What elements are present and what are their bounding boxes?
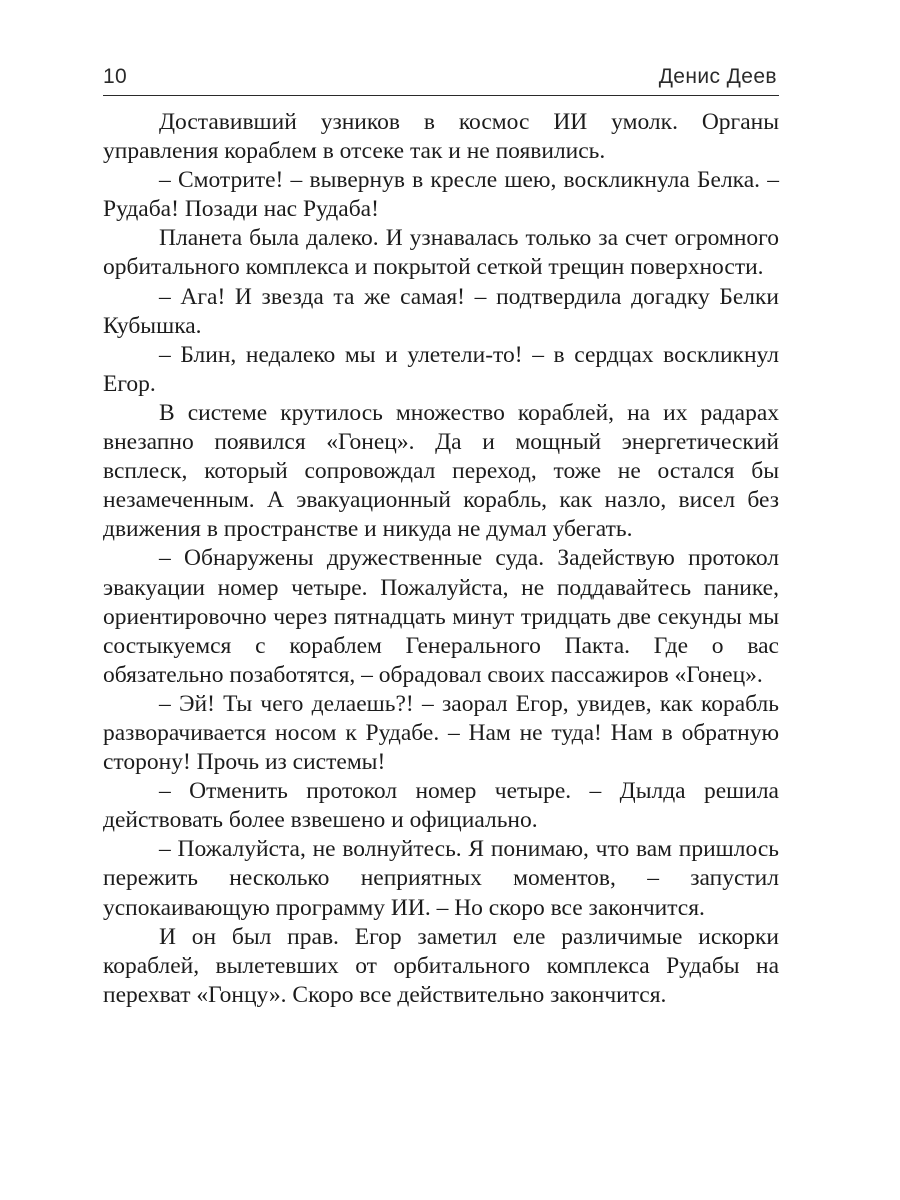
paragraph: Планета была далеко. И узнавалась только за счет огромного орбитального комплекса и покрытой сеткой трещин поверхности. — [103, 225, 779, 281]
paragraph: – Ага! И звезда та же самая! – подтвердила догадку Белки Кубышка. — [103, 283, 779, 339]
paragraph: – Обнаружены дружественные суда. Задействую протокол эвакуации номер четыре. Пожалуйста, не поддавайтесь панике, ориентировочно через пятнадцать минут тридцать две секунды мы состыкуемся с кораблем Генерального Пакта. Где о вас обязательно позаботятся, – обрадовал своих пассажиров «Гонец». — [103, 545, 779, 688]
paragraph: – Эй! Ты чего делаешь?! – заорал Егор, увидев, как корабль разворачивается носом к Рудабе. – Нам не туда! Нам в обратную сторону! Прочь из системы! — [103, 690, 779, 776]
paragraph: Доставивший узников в космос ИИ умолк. Органы управления кораблем в отсеке так и не появились. — [103, 109, 779, 165]
paragraph: – Смотрите! – вывернув в кресле шею, воскликнула Белка. – Рудаба! Позади нас Рудаба! — [103, 167, 779, 223]
paragraph: В системе крутилось множество кораблей, на их радарах внезапно появился «Гонец». Да и мощный энергетический всплеск, который сопровождал переход, тоже не остался бы незамеченным. А эвакуационный корабль, как назло, висел без движения в пространстве и никуда не думал убегать. — [103, 399, 779, 543]
body-text — [103, 108, 779, 1010]
paragraph: – Пожалуйста, не волнуйтесь. Я понимаю, что вам пришлось пережить несколько неприятных моментов, – запустил успокаивающую программу ИИ. – Но скоро все закончится. — [103, 836, 779, 921]
page-number: 10 — [103, 65, 127, 88]
author-name: Денис Деев — [658, 65, 777, 88]
paragraph: – Блин, недалеко мы и улетели-то! – в сердцах воскликнул Егор. — [103, 341, 779, 397]
paragraph: – Отменить протокол номер четыре. – Дылда решила действовать более взвешено и официально. — [103, 778, 779, 834]
paragraph: И он был прав. Егор заметил еле различимые искорки кораблей, вылетевших от орбитального комплекса Рудабы на перехват «Гонцу». Скоро все действительно закончится. — [103, 923, 779, 1008]
running-header — [103, 63, 779, 96]
